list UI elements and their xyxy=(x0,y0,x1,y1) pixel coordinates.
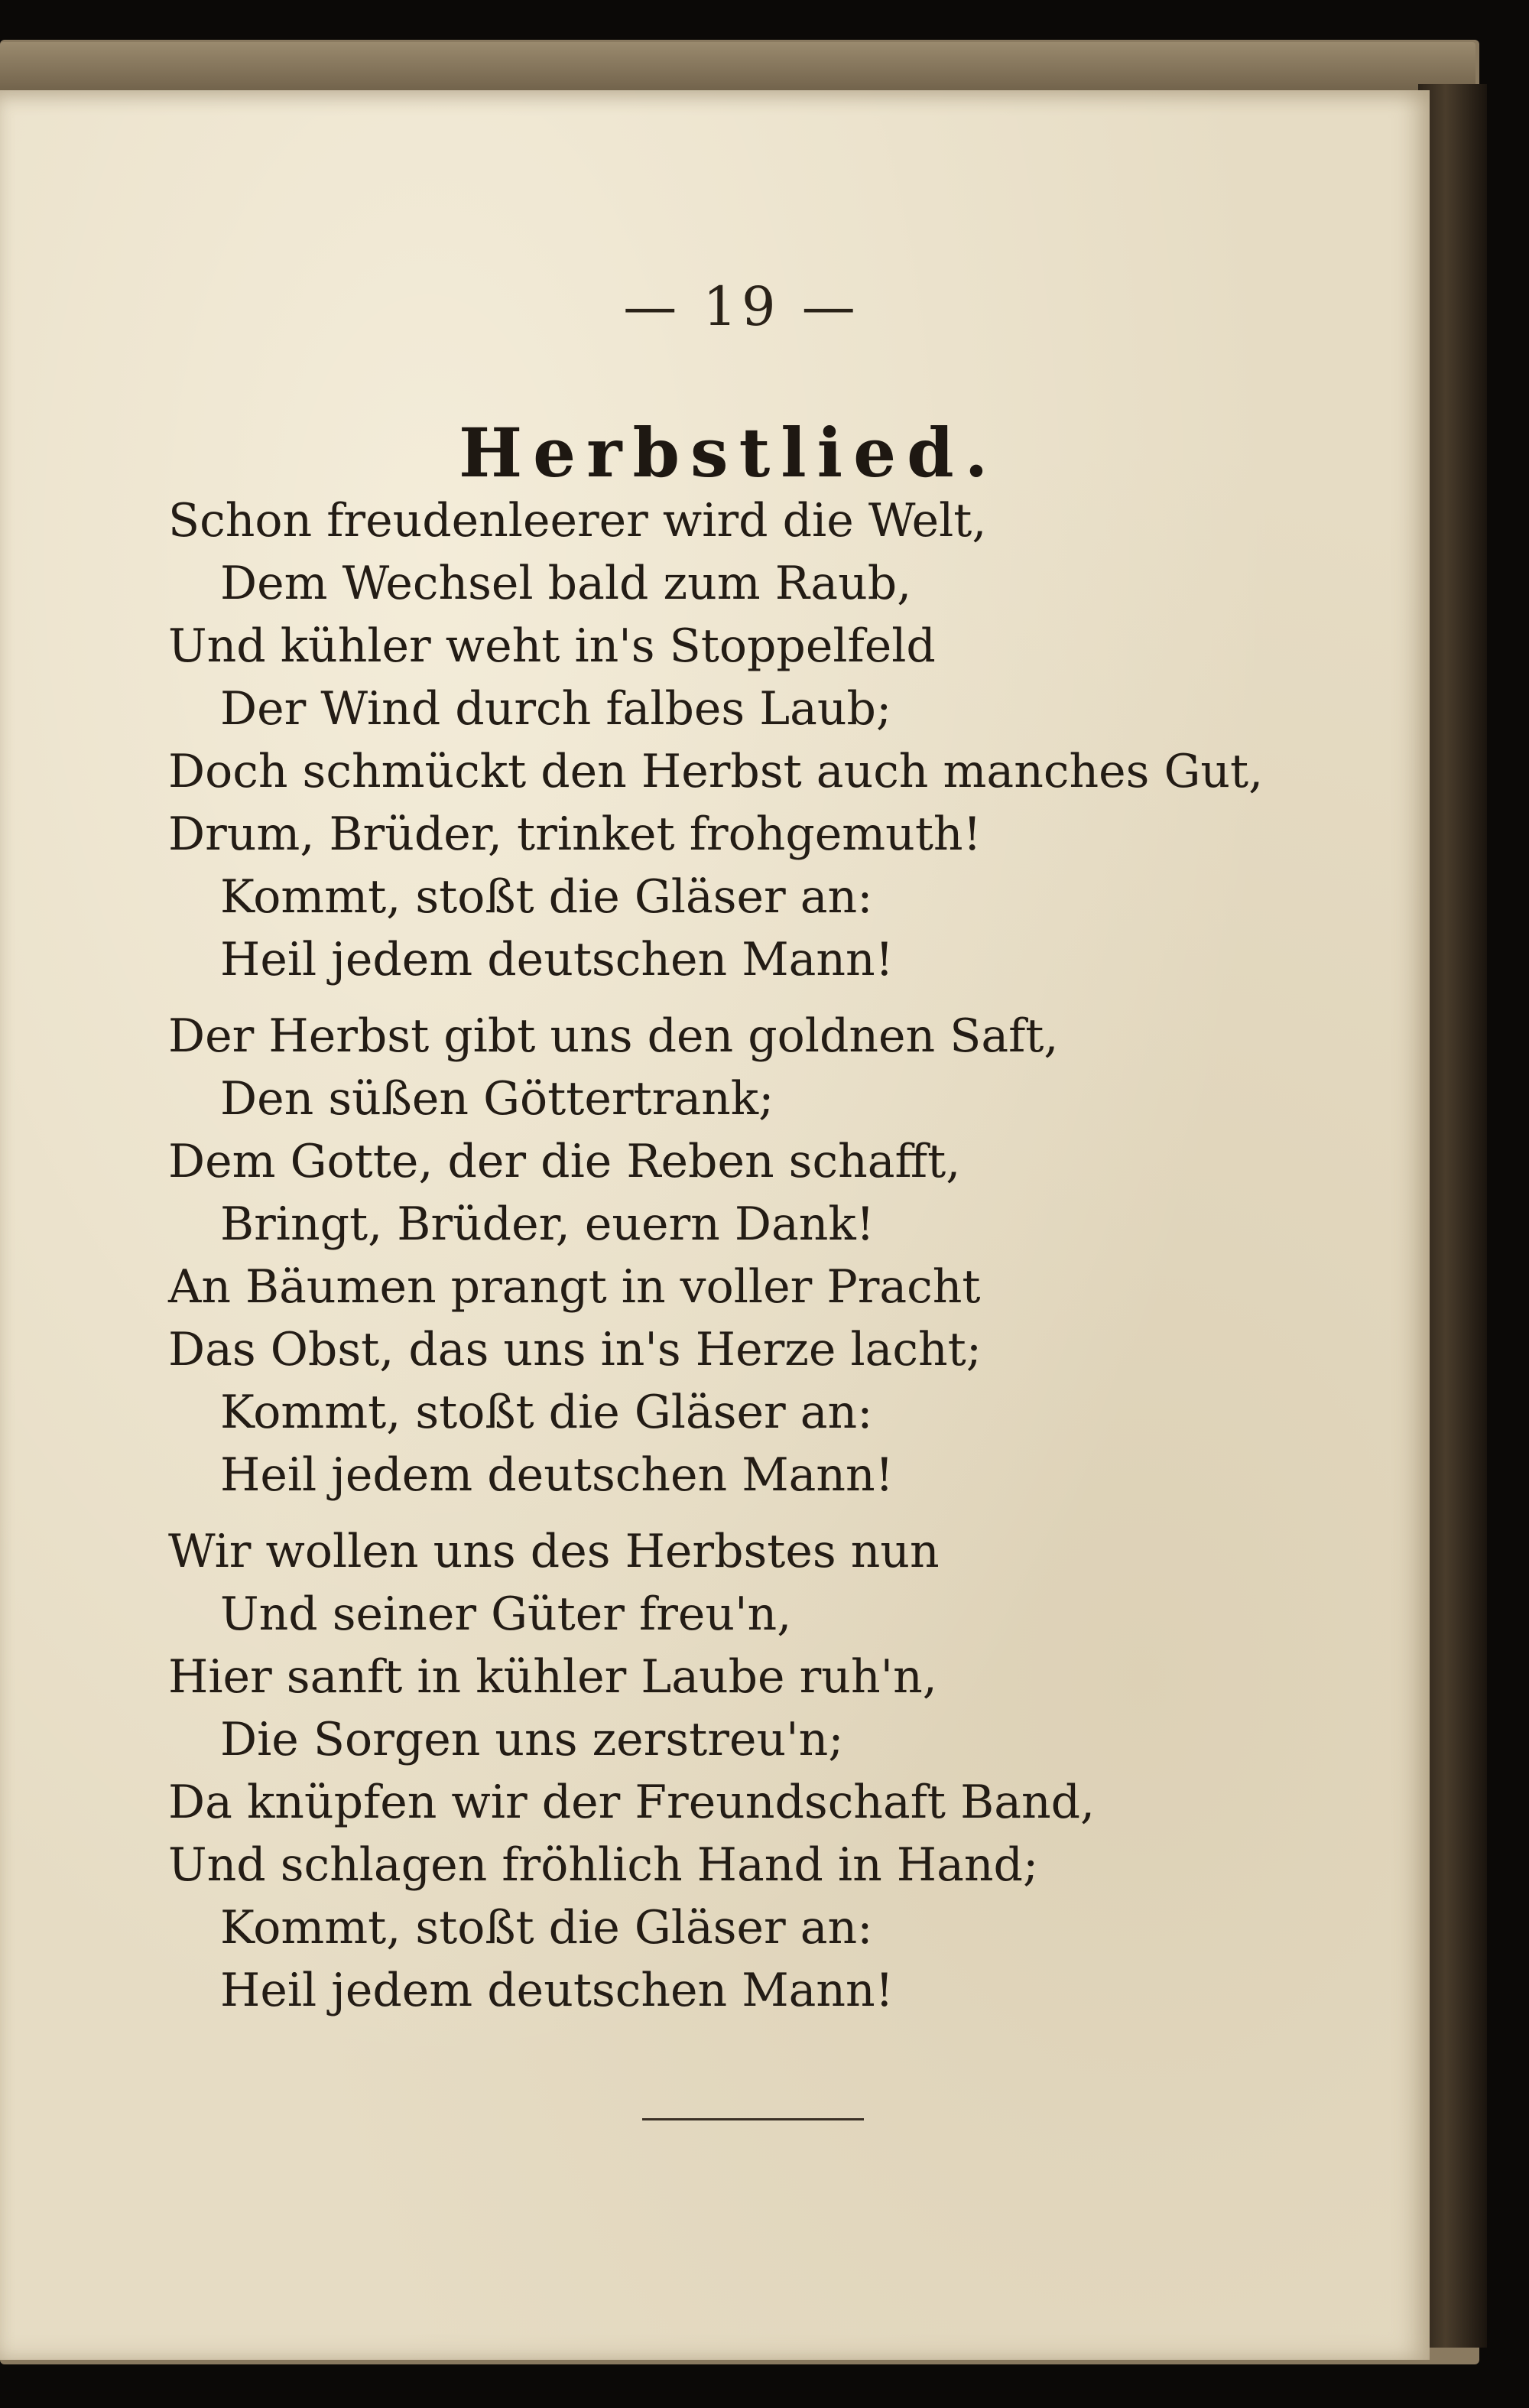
cover-top-edge xyxy=(0,42,1475,96)
poem-line: Der Herbst gibt uns den goldnen Saft, xyxy=(168,1009,1059,1063)
poem-line: Und kühler weht in's Stoppelfeld xyxy=(168,619,936,673)
poem-line: Hier sanft in kühler Laube ruh'n, xyxy=(168,1650,937,1704)
poem-line: Bringt, Brüder, euern Dank! xyxy=(220,1198,875,1251)
poem-line: Wir wollen uns des Herbstes nun xyxy=(168,1525,940,1578)
poem-line: Heil jedem deutschen Mann! xyxy=(220,933,894,986)
poem-line: An Bäumen prangt in voller Pracht xyxy=(168,1260,981,1314)
poem-line: Heil jedem deutschen Mann! xyxy=(220,1448,894,1502)
poem-line: Das Obst, das uns in's Herze lacht; xyxy=(168,1323,982,1376)
poem-line: Da knüpfen wir der Freundschaft Band, xyxy=(168,1776,1096,1829)
poem-line: Drum, Brüder, trinket frohgemuth! xyxy=(168,808,982,861)
stanza-3 xyxy=(168,1520,1254,2022)
poem-line: Doch schmückt den Herbst auch manches Gut, xyxy=(168,745,1264,798)
stanza-1 xyxy=(168,489,1264,991)
poem-line: Dem Gotte, der die Reben schafft, xyxy=(168,1135,961,1188)
stanza-2 xyxy=(168,1005,1254,1506)
poem-line: Die Sorgen uns zerstreu'n; xyxy=(220,1713,844,1766)
closing-rule xyxy=(642,2118,864,2120)
poem-line: Der Wind durch falbes Laub; xyxy=(220,682,892,736)
stanza-gap xyxy=(168,991,1254,1005)
poem-line: Den süßen Göttertrank; xyxy=(220,1072,774,1126)
poem-line: Und schlagen fröhlich Hand in Hand; xyxy=(168,1838,1039,1892)
stanza-gap xyxy=(168,1506,1254,1520)
poem-line: Und seiner Güter freu'n, xyxy=(220,1587,792,1641)
poem-line: Heil jedem deutschen Mann! xyxy=(220,1964,894,2017)
poem-body xyxy=(168,489,1264,2022)
poem-line: Schon freudenleerer wird die Welt, xyxy=(168,494,987,548)
poem-line: Kommt, stoßt die Gläser an: xyxy=(220,1901,873,1955)
poem-line: Dem Wechsel bald zum Raub, xyxy=(220,557,912,610)
poem-line: Kommt, stoßt die Gläser an: xyxy=(220,870,873,924)
poem-title: Herbstlied. xyxy=(459,413,999,492)
page-number: — 19 — xyxy=(623,275,860,338)
poem-line: Kommt, stoßt die Gläser an: xyxy=(220,1386,873,1439)
